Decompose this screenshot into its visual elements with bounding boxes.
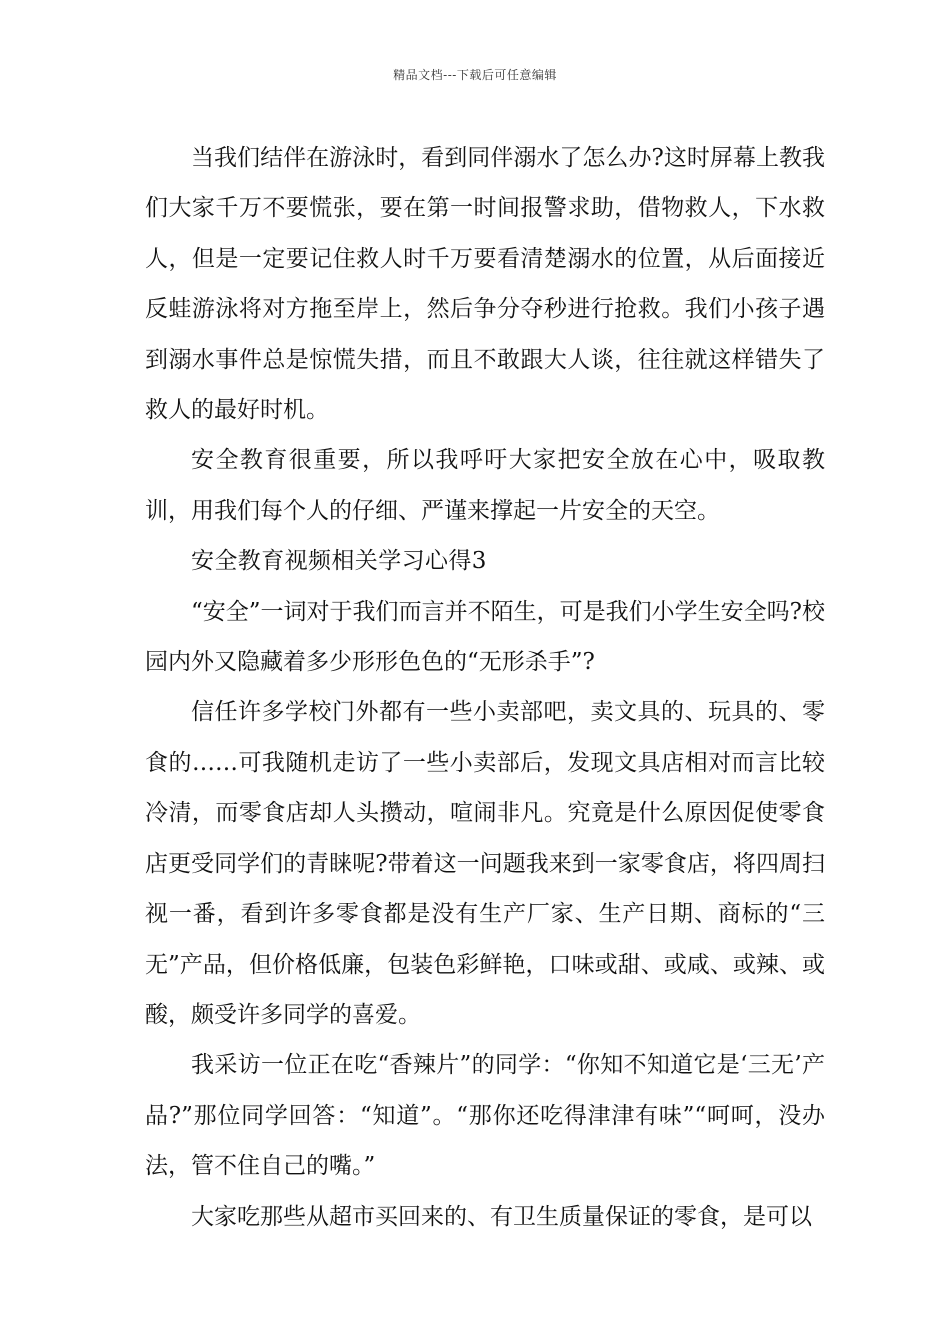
paragraph-snack-shops: 信任许多学校门外都有一些小卖部吧，卖文具的、玩具的、零食的……可我随机走访了一些小卖部后，发现文具店相对而言比较冷清，而零食店却人头攒动，喧闹非凡。究竟是什么原因促使零食店更受同学们的青睐呢?带着这一问题我来到一家零食店，将四周扫视一番，看到许多零食都是没有生产厂家、生产日期、商标的“三无”产品，但价格低廉，包装色彩鲜艳，口味或甜、或咸、或辣、或酸，颇受许多同学的喜爱。 [145,699,825,1028]
paragraph-supermarket-snacks: 大家吃那些从超市买回来的、有卫生质量保证的零食，是可以 [191,1203,812,1230]
paragraph-interview: 我采访一位正在吃“香辣片”的同学：“你知不知道它是‘三无’产品?”那位同学回答：“知道”。“那你还吃得津津有味”“呵呵，没办法，管不住自己的嘴。” [145,1052,825,1180]
section-heading: 安全教育视频相关学习心得3 [191,548,487,575]
document-body [145,133,825,1242]
paragraph-safety-intro: “安全”一词对于我们而言并不陌生，可是我们小学生安全吗?校园内外又隐藏着多少形形色色的“无形杀手”? [145,598,825,676]
paragraph-drowning-rescue: 当我们结伴在游泳时，看到同伴溺水了怎么办?这时屏幕上教我们大家千万不要慌张，要在第一时间报警求助，借物救人，下水救人，但是一定要记住救人时千万要看清楚溺水的位置，从后面接近反蛙游泳将对方拖至岸上，然后争分夺秒进行抢救。我们小孩子遇到溺水事件总是惊慌失措，而且不敢跟大人谈，往往就这样错失了救人的最好时机。 [145,145,825,424]
paragraph-safety-appeal: 安全教育很重要，所以我呼吁大家把安全放在心中，吸取教训，用我们每个人的仔细、严谨来撑起一片安全的天空。 [145,447,825,524]
page-header: 精品文档---下载后可任意编辑 [393,68,557,82]
